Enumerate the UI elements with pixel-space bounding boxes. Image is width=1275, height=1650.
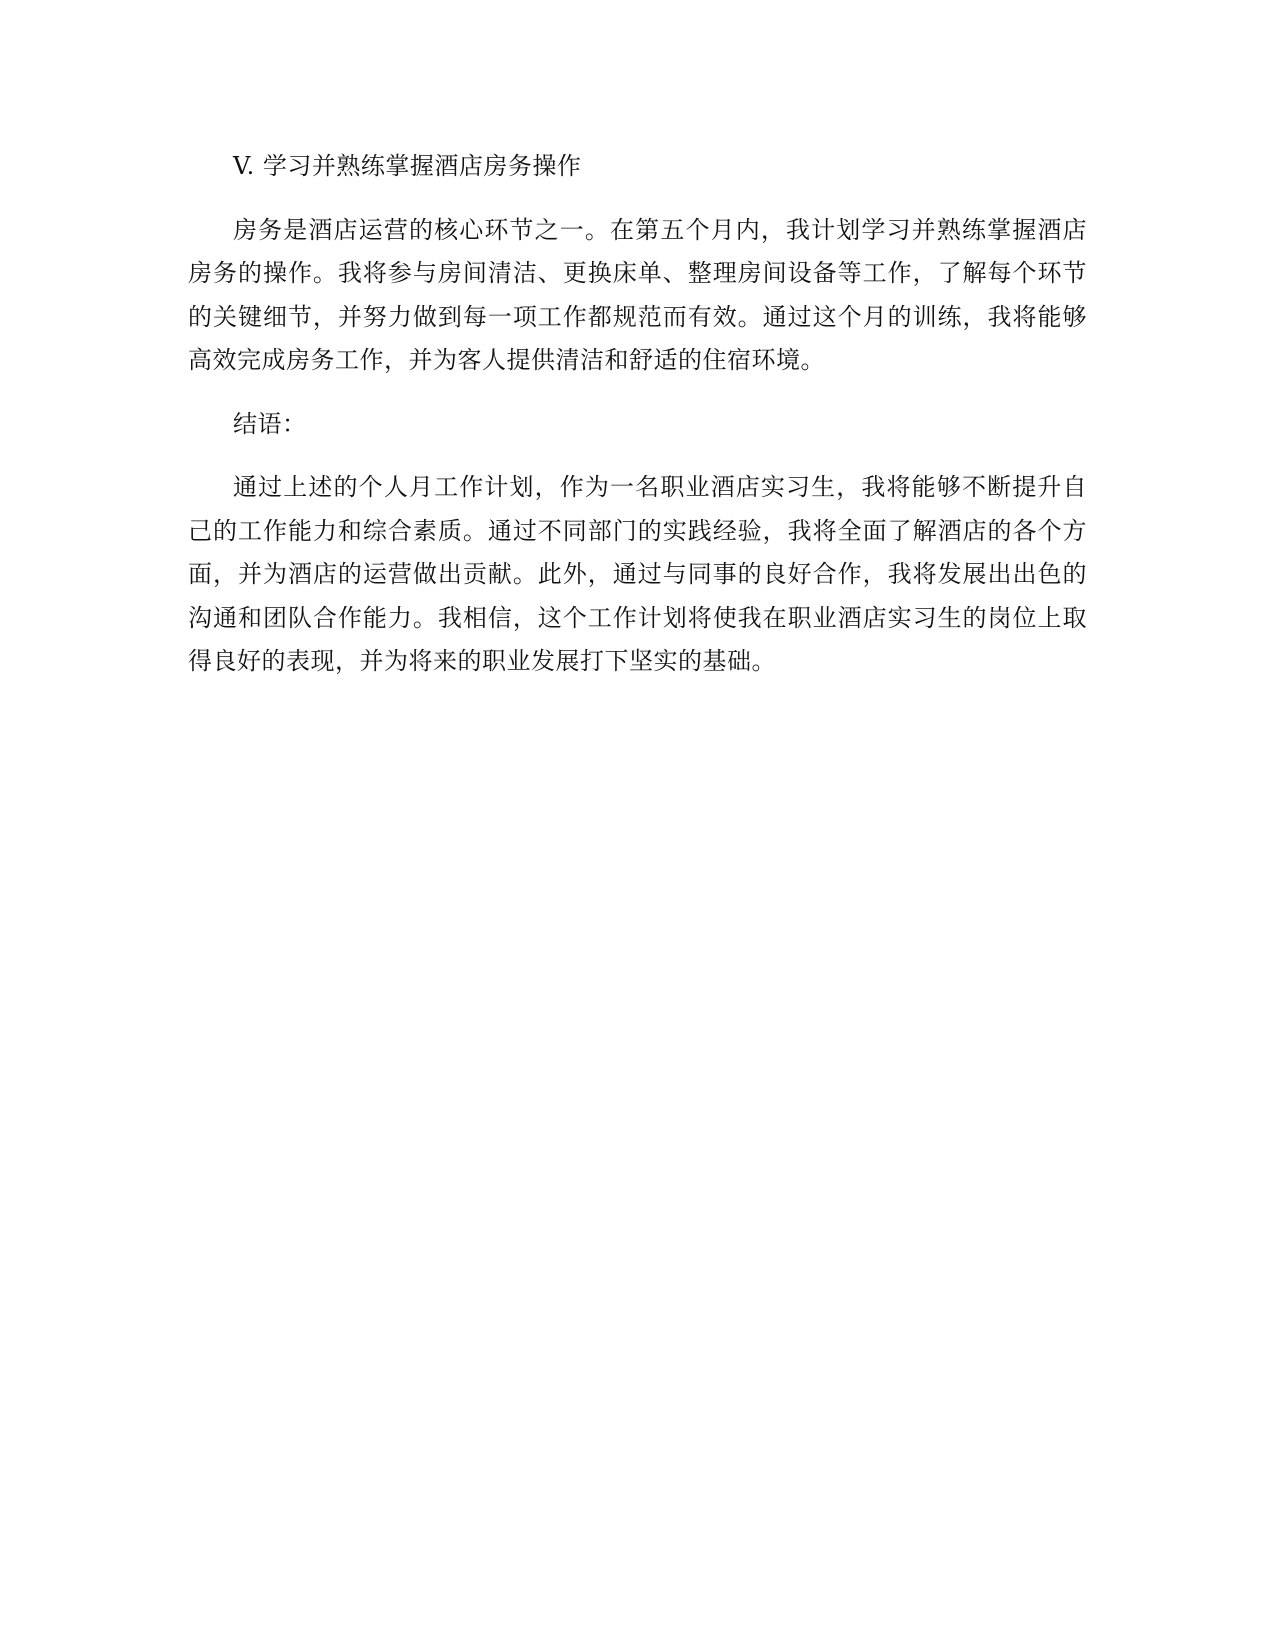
document-content <box>188 145 1087 684</box>
conclusion-label: 结语： <box>233 409 307 438</box>
conclusion-body-paragraph: 通过上述的个人月工作计划，作为一名职业酒店实习生，我将能够不断提升自己的工作能力和综合素质。通过不同部门的实践经验，我将全面了解酒店的各个方面，并为酒店的运营做出贡献。此外，通过与同事的良好合作，我将发展出出色的沟通和团队合作能力。我相信，这个工作计划将使我在职业酒店实习生的岗位上取得良好的表现，并为将来的职业发展打下坚实的基础。 <box>188 473 1087 675</box>
section-heading: V. 学习并熟练掌握酒店房务操作 <box>233 152 582 180</box>
section-body-paragraph: 房务是酒店运营的核心环节之一。在第五个月内，我计划学习并熟练掌握酒店房务的操作。我将参与房间清洁、更换床单、整理房间设备等工作，了解每个环节的关键细节，并努力做到每一项工作都规范而有效。通过这个月的训练，我将能够高效完成房务工作，并为客人提供清洁和舒适的住宿环境。 <box>188 215 1087 374</box>
